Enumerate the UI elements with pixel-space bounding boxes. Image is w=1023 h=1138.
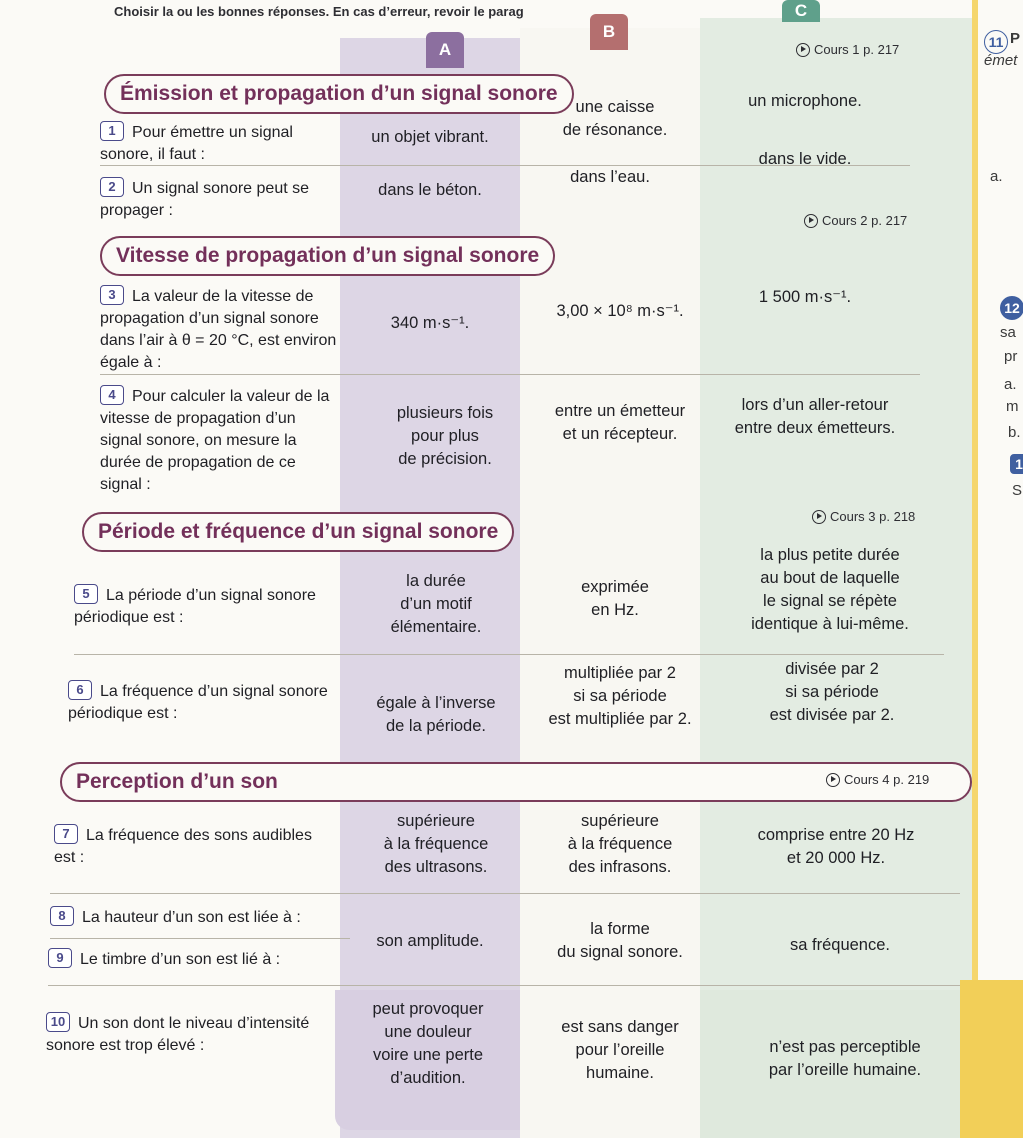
margin-text: sa: [1000, 324, 1016, 341]
question-9: 9 Le timbre d’un son est lié à :: [48, 948, 348, 971]
divider: [50, 893, 960, 894]
play-icon: [826, 773, 840, 787]
question-number: 4: [100, 385, 124, 405]
answer-9-c[interactable]: sa fréquence.: [790, 936, 890, 954]
question-number: 10: [46, 1012, 70, 1032]
question-5: 5 La période d’un signal sonore périodique est :: [74, 586, 316, 626]
answer-5-c[interactable]: la plus petite durée au bout de laquelle le signal se répète identique à lui-même.: [751, 546, 909, 633]
answer-1-c[interactable]: un microphone.: [748, 92, 862, 110]
column-c-header: C: [782, 0, 820, 22]
answer-4-a[interactable]: plusieurs fois pour plus de précision.: [396, 404, 494, 468]
answer-5-b[interactable]: exprimée en Hz.: [581, 578, 649, 619]
answer-10-a[interactable]: peut provoquer une douleur voire une perte d’audition.: [372, 1000, 484, 1087]
margin-text: S: [1012, 482, 1023, 499]
answer-1-a[interactable]: un objet vibrant.: [371, 128, 489, 146]
question-number: 7: [54, 824, 78, 844]
margin-text: pr: [1004, 348, 1018, 365]
question-number: 5: [74, 584, 98, 604]
section-title-vitesse: Vitesse de propagation d’un signal sonore: [100, 236, 555, 276]
question-4: 4 Pour calculer la valeur de la vitesse de propagation d’un signal sonore, on mesure la durée de propagation de ce signal :: [100, 387, 330, 493]
question-number: 8: [50, 906, 74, 926]
question-6: 6 La fréquence d’un signal sonore périodique est :: [68, 682, 328, 722]
answer-6-c[interactable]: divisée par 2 si sa période est divisée par 2.: [769, 660, 895, 724]
margin-exercise-11: 11: [984, 30, 1008, 54]
answer-9-b[interactable]: la forme du signal sonore.: [557, 920, 683, 961]
answer-1-b[interactable]: une caisse de résonance.: [562, 98, 668, 139]
answer-10-c[interactable]: n’est pas perceptible par l’oreille humaine.: [768, 1038, 922, 1079]
question-1: 1 Pour émettre un signal sonore, il faut :: [100, 123, 293, 163]
question-3: 3 La valeur de la vitesse de propagation d’un signal sonore dans l’air à θ = 20 °C, est environ égale à :: [100, 287, 337, 371]
divider: [50, 938, 350, 939]
divider: [48, 985, 960, 986]
question-number: 6: [68, 680, 92, 700]
cours-link-4[interactable]: Cours 4 p. 219: [826, 772, 929, 787]
column-b-header: B: [590, 14, 628, 50]
section-title-perception: Perception d’un son: [60, 762, 972, 802]
answer-2-b[interactable]: dans l’eau.: [570, 168, 650, 186]
answer-10-b[interactable]: est sans danger pour l’oreille humaine.: [561, 1018, 679, 1082]
answer-4-b[interactable]: entre un émetteur et un récepteur.: [554, 402, 686, 443]
margin-text: b.: [1008, 424, 1021, 441]
margin-text: émet: [984, 52, 1018, 69]
answer-9-a[interactable]: son amplitude.: [376, 932, 484, 950]
margin-exercise-12: 12: [1000, 296, 1023, 320]
divider: [74, 654, 944, 655]
margin-exercise-1: 1: [1010, 454, 1023, 474]
cours-link-1[interactable]: Cours 1 p. 217: [796, 42, 899, 57]
question-2: 2 Un signal sonore peut se propager :: [100, 179, 309, 219]
question-number: 1: [100, 121, 124, 141]
margin-text: a.: [990, 168, 1003, 185]
margin-text: a.: [1004, 376, 1017, 393]
question-number: 9: [48, 948, 72, 968]
answer-6-b[interactable]: multipliée par 2 si sa période est multipliée par 2.: [548, 664, 692, 728]
margin-text: m: [1006, 398, 1019, 415]
question-10: 10 Un son dont le niveau d’intensité sonore est trop élevé :: [46, 1014, 310, 1054]
answer-7-c[interactable]: comprise entre 20 Hz et 20 000 Hz.: [757, 826, 915, 867]
answer-3-a[interactable]: 340 m·s⁻¹.: [390, 314, 470, 332]
answer-3-c[interactable]: 1 500 m·s⁻¹.: [758, 288, 852, 306]
answer-7-a[interactable]: supérieure à la fréquence des ultrasons.: [383, 812, 489, 876]
instruction-text: Choisir la ou les bonnes réponses. En cas d’erreur, revoir le parag: [114, 4, 524, 19]
book-edge-bottom: [960, 980, 1023, 1138]
play-icon: [804, 214, 818, 228]
margin-text: P: [1010, 30, 1021, 47]
answer-5-a[interactable]: la durée d’un motif élémentaire.: [390, 572, 482, 636]
question-number: 2: [100, 177, 124, 197]
section-title-periode: Période et fréquence d’un signal sonore: [82, 512, 514, 552]
answer-3-b[interactable]: 3,00 × 10⁸ m·s⁻¹.: [556, 302, 684, 320]
answer-2-a[interactable]: dans le béton.: [378, 181, 482, 199]
question-7: 7 La fréquence des sons audibles est :: [54, 826, 312, 866]
section-title-emission: Émission et propagation d’un signal sonore: [104, 74, 574, 114]
cours-link-2[interactable]: Cours 2 p. 217: [804, 213, 907, 228]
play-icon: [812, 510, 826, 524]
column-a-header: A: [426, 32, 464, 68]
answer-7-b[interactable]: supérieure à la fréquence des infrasons.: [567, 812, 673, 876]
play-icon: [796, 43, 810, 57]
cours-link-3[interactable]: Cours 3 p. 218: [812, 509, 915, 524]
answer-6-a[interactable]: égale à l’inverse de la période.: [376, 694, 496, 735]
answer-2-c[interactable]: dans le vide.: [758, 150, 852, 168]
divider: [100, 374, 920, 375]
answer-4-c[interactable]: lors d’un aller-retour entre deux émetteurs.: [734, 396, 896, 437]
question-number: 3: [100, 285, 124, 305]
question-8: 8 La hauteur d’un son est liée à :: [50, 906, 350, 929]
